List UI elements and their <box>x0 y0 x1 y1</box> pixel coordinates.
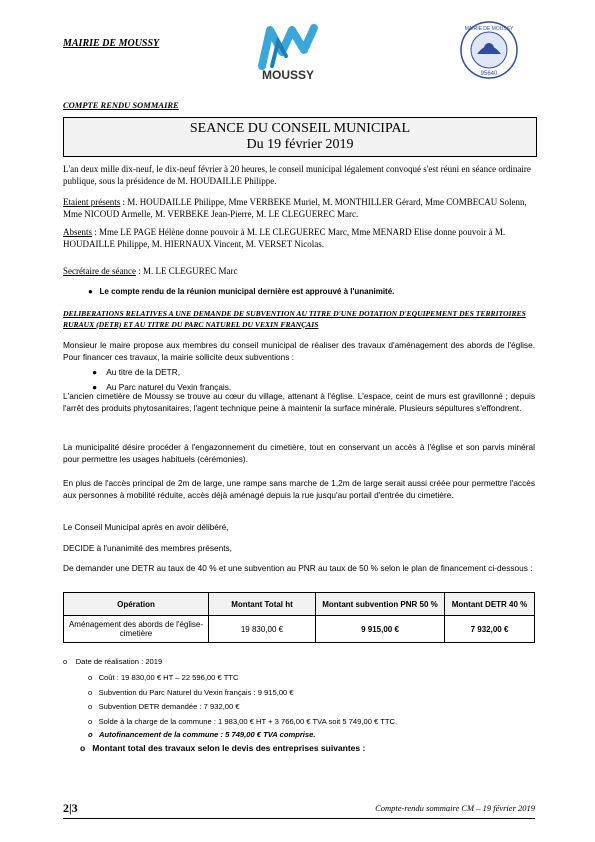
table-header-cell: Montant DETR 40 % <box>445 593 535 616</box>
intro-paragraph: L'an deux mille dix-neuf, le dix-neuf février à 20 heures, le conseil municipal légalement convoqué s'est réuni en séance ordinaire publique, sous la présidence de M. HOUDAILLE Philippe. <box>63 164 531 186</box>
para1: Monsieur le maire propose aux membres du conseil municipal de réaliser des travaux d'aménagement des abords de l'église. Pour financer ces travaux, la mairie sollicite deux subventions : <box>63 340 535 362</box>
cost-item <box>88 717 397 726</box>
presents-label: Etaient présents <box>63 197 121 207</box>
cost-item <box>88 730 315 739</box>
cost-text: Solde à la charge de la commune : 1 983,00 € HT + 3 766,00 € TVA soit 5 749,00 € TTC. <box>98 717 398 726</box>
circle-bullet-icon: o <box>88 688 93 697</box>
seal-bottom-text: 95640 <box>480 71 498 77</box>
table-cell: 19 830,00 € <box>209 616 316 643</box>
table-cell: 7 932,00 € <box>445 616 535 643</box>
financing-table <box>63 592 535 643</box>
para2: L'ancien cimetière de Moussy se trouve au cœur du village, attenant à l'église. L'espace, ceint de murs est gravillonné ; depuis l'arrêt des produits phytosanitaires, l'agent technique peine à maintenir la surface minérale. Plusieurs sépultures s'effondrent. <box>63 391 535 413</box>
montant-total-text: Montant total des travaux selon le devis des entreprises suivantes : <box>92 743 366 753</box>
presents-paragraph <box>63 196 533 220</box>
sub-item-2-text: Au Parc naturel du Vexin français. <box>106 382 232 392</box>
circle-bullet-icon: o <box>88 673 93 682</box>
bullet-icon: ● <box>88 287 93 296</box>
circle-bullet-icon: o <box>88 717 93 726</box>
date-realisation-text: Date de réalisation : 2019 <box>75 657 163 666</box>
date-realisation <box>63 657 162 666</box>
cost-item <box>88 688 294 697</box>
circle-bullet-icon: o <box>88 730 93 739</box>
secretaire-text: : M. LE CLEGUREC Marc <box>135 266 238 276</box>
para7: De demander une DETR au taux de 40 % et une subvention au PNR au taux de 50 % selon le plan de financement ci-dessous : <box>63 563 533 573</box>
table-header-cell: Opération <box>64 593 209 616</box>
cost-text: Coût : 19 830,00 € HT – 22 596,00 € TTC <box>98 673 239 682</box>
cost-item <box>88 673 238 682</box>
table-cell: Aménagement des abords de l'église-cimetière <box>64 616 209 643</box>
para5: Le Conseil Municipal après en avoir délibéré, <box>63 522 229 532</box>
title-line1: SEANCE DU CONSEIL MUNICIPAL <box>189 121 411 136</box>
bullet-icon: ● <box>92 382 98 392</box>
footer-text: Compte-rendu sommaire CM – 19 février 2019 <box>375 803 535 813</box>
mairie-header: MAIRIE DE MOUSSY <box>63 38 160 49</box>
cost-item <box>88 702 240 711</box>
table-cell: 9 915,00 € <box>316 616 445 643</box>
circle-bullet-icon: o <box>88 702 93 711</box>
table-header-cell: Montant subvention PNR 50 % <box>316 593 445 616</box>
bullet-icon: ● <box>92 367 98 377</box>
footer-divider <box>63 818 535 819</box>
town-seal <box>459 20 519 80</box>
secretaire-label: Secrétaire de séance <box>63 266 136 276</box>
cost-text: Subvention DETR demandée : 7 932,00 € <box>98 702 240 711</box>
title-line2: Du 19 février 2019 <box>246 137 354 152</box>
presents-text: : M. HOUDAILLE Philippe, Mme VERBEKE Muriel, M. MONTHILLER Gérard, Mme COMBECAU Solenn, Mme NICOUD Armelle, M. VERBEKE Jean-Pierre, M. LE CLEGUEREC Marc. <box>63 197 527 219</box>
seal-top-text: MAIRIE DE MOUSSY <box>464 26 514 32</box>
section-title: DELIBERATIONS RELATIVES A UNE DEMANDE DE SUBVENTION AU TITRE D'UNE DOTATION D'EQUIPEMENT DES TERRITOIRES RURAUX (DETR) ET AU TITRE DU PARC NATUREL DU VEXIN FRANÇAIS <box>63 309 526 329</box>
absents-label: Absents <box>63 227 92 237</box>
moussy-logo <box>248 22 328 82</box>
cost-text: Subvention du Parc Naturel du Vexin français : 9 915,00 € <box>98 688 294 697</box>
logo-text: MOUSSY <box>261 68 315 82</box>
table-row <box>64 616 535 643</box>
circle-bullet-icon: o <box>63 657 68 666</box>
table-header-row <box>64 593 535 616</box>
montant-total <box>80 743 365 753</box>
sub-item-1-text: Au titre de la DETR, <box>106 367 181 377</box>
title-box <box>63 117 537 157</box>
approval-text: Le compte rendu de la réunion municipal dernière est approuvé à l'unanimité. <box>99 287 395 296</box>
para6: DECIDE à l'unanimité des membres présents, <box>63 543 232 553</box>
cost-text: Autofinancement de la commune : 5 749,00 € TVA comprise. <box>98 730 316 739</box>
para3: La municipalité désire procéder à l'engazonnement du cimetière, tout en conservant un accès à l'église et son parvis minéral pour permettre les usages habituels (cérémonies). <box>63 442 535 464</box>
para4: En plus de l'accès principal de 2m de large, une rampe sans marche de 1,2m de large serait aussi créée pour permettre l'accès aux personnes à mobilité réduite, accès déjà aménagé depuis la rue jusqu'au portail d'entrée du cimetière. <box>63 478 535 500</box>
compte-rendu-label: COMPTE RENDU SOMMAIRE <box>63 100 179 110</box>
sub-item-1 <box>92 367 180 377</box>
absents-paragraph <box>63 226 533 250</box>
approval-item <box>88 287 528 296</box>
absents-text: : Mme LE PAGE Hélène donne pouvoir à M. LE CLEGUEREC Marc, Mme MENARD Elise donne pouvoir à M. HOUDAILLE Philippe, M. HIERNAUX Vincent, M. VERSET Nicolas. <box>63 227 506 249</box>
circle-bullet-icon: o <box>80 743 86 753</box>
secretaire-paragraph <box>63 265 533 277</box>
page-number: 2|3 <box>63 801 78 815</box>
table-header-cell: Montant Total ht <box>209 593 316 616</box>
